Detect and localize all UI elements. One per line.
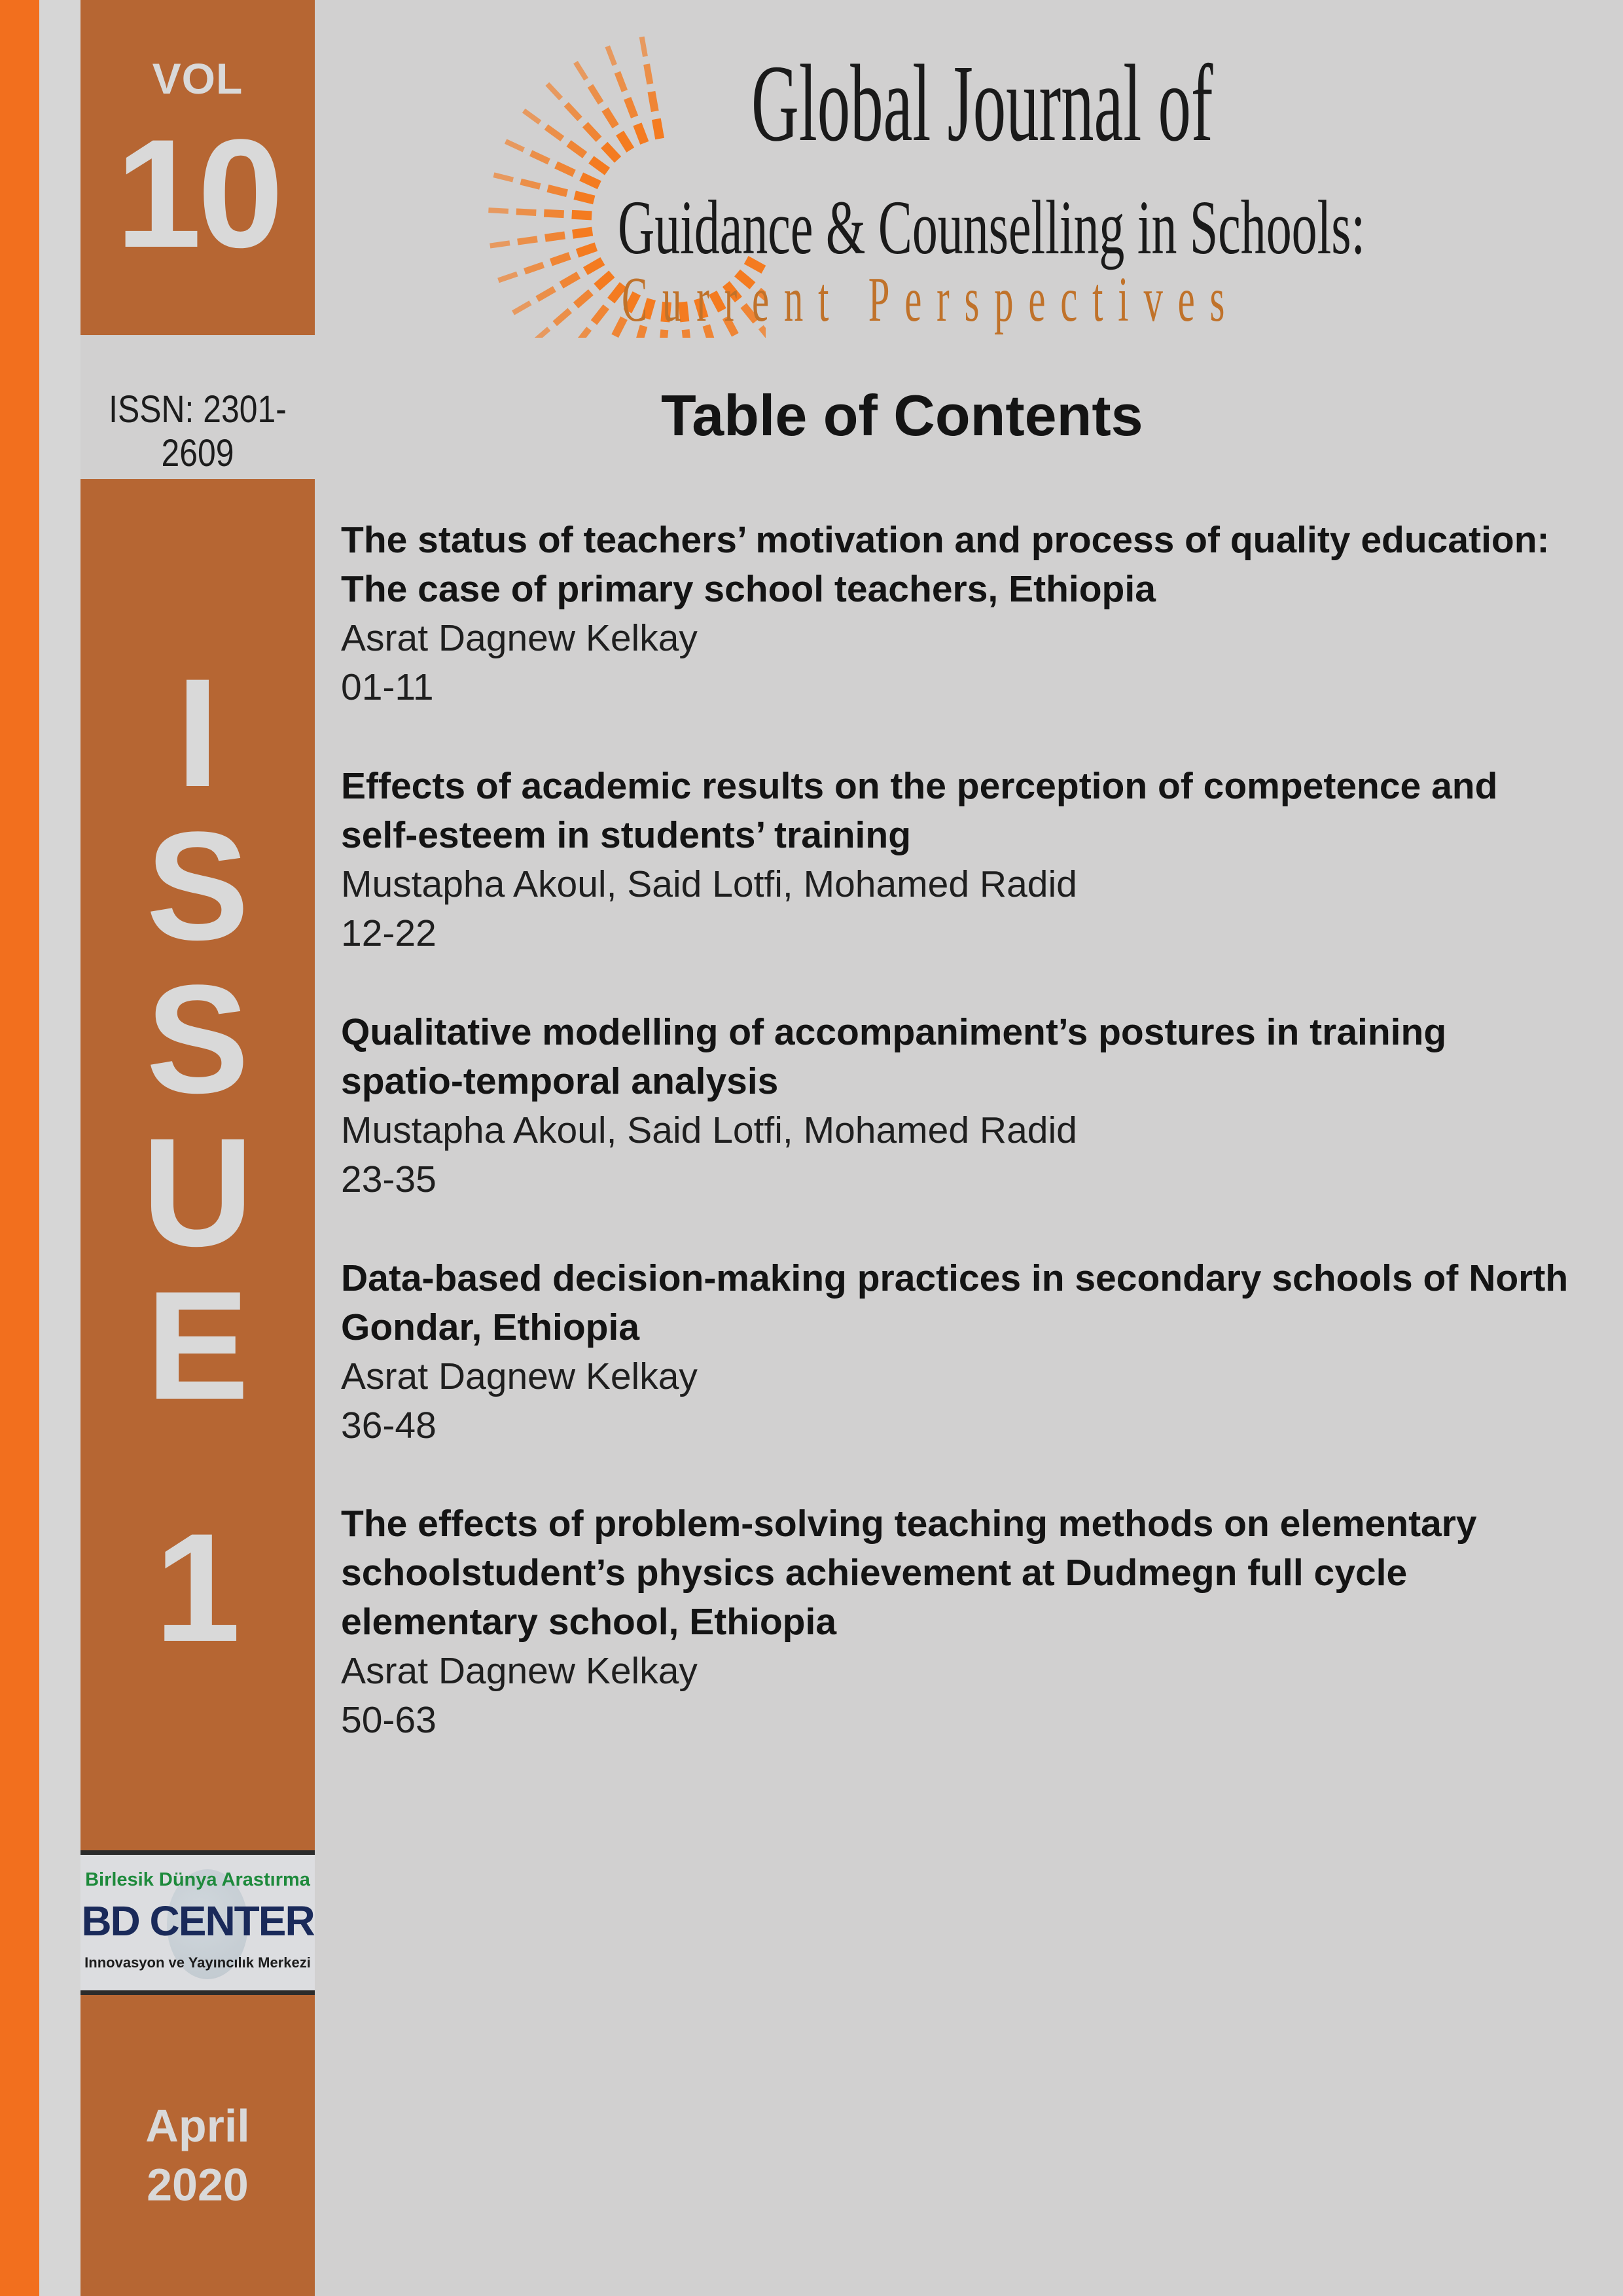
journal-subtitle: Current Perspectives [622,264,1240,335]
toc-heading: Table of Contents [661,383,1143,448]
sunburst-ray [516,211,536,213]
sunburst-ray [628,98,635,117]
sunburst-ray [524,111,540,122]
volume-number: 10 [115,107,280,280]
sunburst-ray [594,307,606,323]
issue-letter-i: I [176,647,219,819]
sunburst-ray [577,329,589,338]
article-title-line: Qualitative modelling of accompaniment’s postures in training [341,1011,1447,1053]
sunburst-ray [647,64,650,84]
issue-letter-s2: S [146,953,249,1126]
article-title-line: Data-based decision-making practices in secondary schools of North [341,1257,1569,1299]
volume-block [80,0,315,335]
toc-entry [341,1008,1597,1204]
orange-edge-stripe [0,0,39,2296]
sunburst-ray [525,265,544,272]
article-title-line: Gondar, Ethiopia [341,1306,640,1348]
sunburst-ray [573,232,592,234]
toc-entry [341,762,1597,958]
article-authors: Asrat Dagnew Kelkay [341,1355,698,1397]
sunburst-ray [590,86,601,103]
sunburst-ray [617,73,624,91]
sunburst-ray [569,143,585,155]
article-title-line: Effects of academic results on the perception of competence and [341,765,1498,807]
article-title-line: self-esteem in students’ training [341,814,912,856]
issn-text: ISSN: 2301-2609 [109,388,287,475]
issue-letter-e: E [146,1259,249,1432]
sunburst-ray [544,213,563,215]
sunburst-ray [607,46,615,65]
article-authors: Mustapha Akoul, Said Lotfi, Mohamed Radid [341,1109,1077,1151]
article-title-line: The status of teachers’ motivation and process of quality education: [341,519,1550,561]
issue-letter-s1: S [146,800,249,973]
article-authors: Asrat Dagnew Kelkay [341,617,698,659]
article-pages: 01-11 [341,666,434,708]
toc-entry [341,1254,1597,1450]
volume-label: VOL [152,54,243,103]
issue-year: 2020 [147,2159,249,2210]
sunburst-ray [642,37,645,56]
sunburst-ray [597,274,612,287]
sunburst-ray [572,215,592,216]
issue-block [80,479,315,1850]
sunburst-ray [555,310,570,323]
issue-letter-u: U [141,1106,254,1279]
sunburst-ray [651,92,654,111]
sunburst-ray [591,160,607,171]
sunburst-ray [566,104,580,118]
article-pages: 36-48 [341,1405,437,1446]
sunburst-ray [581,177,599,185]
sunburst-ray [547,84,561,98]
article-authors: Asrat Dagnew Kelkay [341,1650,698,1692]
publisher-logo [80,1850,315,1995]
date-block [80,1995,315,2296]
sunburst-ray [576,293,591,306]
article-title-line: spatio-temporal analysis [341,1060,779,1102]
sunburst-ray [545,235,565,238]
publisher-logo-main-text: BD CENTER [81,1897,314,1945]
sunburst-ray [488,210,508,211]
article-title-line: The case of primary school teachers, Ethiopia [341,568,1156,610]
article-authors: Mustapha Akoul, Said Lotfi, Mohamed Radid [341,863,1077,905]
journal-title-line-1: Global Journal of [751,43,1213,164]
sunburst-ray [521,182,541,187]
sunburst-ray [575,195,594,200]
sunburst-ray [604,145,618,160]
sunburst-ray [546,127,563,139]
sunburst-ray [493,175,513,179]
article-title-line: The effects of problem-solving teaching methods on elementary [341,1503,1477,1545]
article-pages: 23-35 [341,1158,437,1200]
sidebar-gap [39,0,80,2296]
sunburst-ray [556,165,575,173]
sunburst-ray [513,303,530,313]
article-title-line: schoolstudent’s physics achievement at Dudmegn full cycle [341,1552,1408,1594]
sunburst-ray [548,188,567,193]
sunburst-ray [506,141,524,150]
article-title-line: elementary school, Ethiopia [341,1601,837,1643]
sunburst-ray [585,124,599,139]
article-pages: 50-63 [341,1699,437,1741]
sunburst-ray [490,243,510,245]
sunburst-ray [531,153,549,162]
toc-entry [341,516,1597,712]
sunburst-ray [620,133,630,150]
sunburst-ray [576,62,586,79]
publisher-logo-bottom-text: Innovasyon ve Yayıncılık Merkezi [84,1954,311,1971]
sunburst-ray [585,261,602,271]
issue-number: 1 [154,1501,241,1674]
sunburst-ray [551,256,570,262]
article-pages: 12-22 [341,912,437,954]
sunburst-ray [518,239,537,242]
sunburst-ray [577,247,596,253]
sunburst-ray [537,289,554,299]
journal-title-line-2: Guidance & Counselling in Schools: [618,185,1366,270]
sunburst-ray [534,329,549,338]
sunburst-ray [637,124,645,143]
sunburst-ray [656,119,660,139]
sunburst-ray [498,274,517,281]
sunburst-ray [562,275,579,285]
issue-month: April [145,2100,250,2151]
toc-entry [341,1499,1597,1745]
publisher-logo-top-text: Birlesik Dünya Arastırma [85,1869,310,1890]
sunburst-ray [605,109,616,126]
